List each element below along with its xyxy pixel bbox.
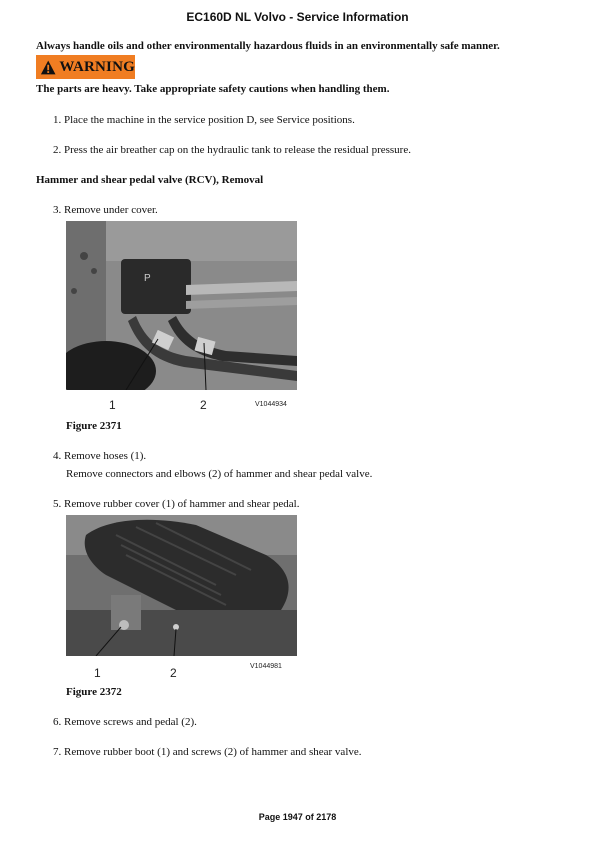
step-text: Remove hoses (1). <box>64 450 147 462</box>
page-footer: Page 1947 of 2178 <box>258 812 337 822</box>
step-number: 2. <box>53 144 62 156</box>
warning-label: WARNING <box>59 58 135 75</box>
step-text: Remove under cover. <box>64 204 158 216</box>
figure-callout-1: 1 <box>109 398 116 412</box>
step-7 <box>53 745 362 759</box>
step-number: 4. <box>53 450 62 462</box>
step-text: Place the machine in the service position D, see Service positions. <box>64 114 355 126</box>
warning-text: The parts are heavy. Take appropriate safety cautions when handling them. <box>36 83 390 95</box>
step-number: 3. <box>53 204 62 216</box>
step-text: Remove screws and pedal (2). <box>64 716 197 728</box>
svg-text:P: P <box>144 273 151 284</box>
figure-callout-2: 2 <box>170 666 177 680</box>
figure-reference-code: V1044934 <box>255 401 287 408</box>
step-number: 6. <box>53 716 62 728</box>
figure-caption: Figure 2371 <box>66 420 122 432</box>
step-2 <box>53 143 411 157</box>
step-text: Press the air breather cap on the hydraulic tank to release the residual pressure. <box>64 144 411 156</box>
step-5 <box>53 497 300 511</box>
page-header-title: EC160D NL Volvo - Service Information <box>186 10 409 24</box>
figure-caption: Figure 2372 <box>66 686 122 698</box>
figure-2372-photo <box>66 515 297 656</box>
step-number: 7. <box>53 746 62 758</box>
figure-reference-code: V1044981 <box>250 663 282 670</box>
warning-triangle-icon <box>40 59 56 76</box>
step-3 <box>53 203 158 217</box>
valve-photo-illustration <box>66 221 297 390</box>
step-number: 1. <box>53 114 62 126</box>
step-4 <box>53 449 146 463</box>
step-text: Remove rubber cover (1) of hammer and shear pedal. <box>64 498 300 510</box>
step-4-detail: Remove connectors and elbows (2) of hammer and shear pedal valve. <box>66 468 373 480</box>
warning-banner <box>36 55 135 79</box>
step-number: 5. <box>53 498 62 510</box>
step-6 <box>53 715 197 729</box>
section-heading: Hammer and shear pedal valve (RCV), Removal <box>36 174 264 186</box>
pedal-photo-illustration <box>66 515 297 656</box>
figure-2371-photo <box>66 221 297 390</box>
step-1 <box>53 113 355 127</box>
figure-callout-2: 2 <box>200 398 207 412</box>
figure-callout-1: 1 <box>94 666 101 680</box>
step-text: Remove rubber boot (1) and screws (2) of hammer and shear valve. <box>64 746 362 758</box>
environmental-caution: Always handle oils and other environmentally hazardous fluids in an environmentally safe manner. <box>36 40 500 52</box>
